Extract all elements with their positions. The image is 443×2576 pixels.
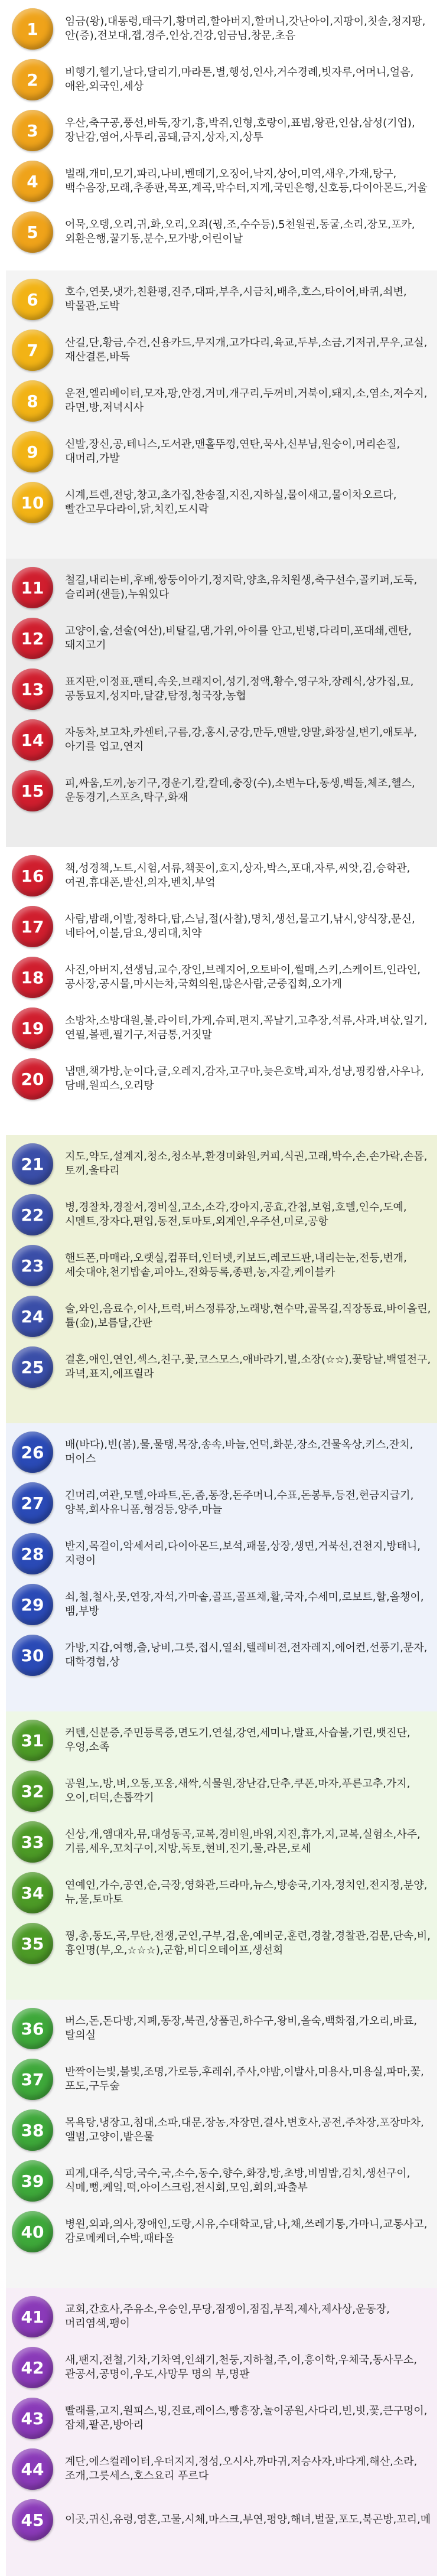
keyword-text: 버스,돈,돈다방,지폐,동장,북권,상품권,하수구,왕비,올숙,백화점,가오리,바료,탈의실 xyxy=(65,2015,418,2042)
number-badge: 2 xyxy=(12,59,53,100)
keyword-text: 이곳,귀신,유령,영혼,고물,시체,마스크,부연,평양,해녀,벌꿀,포도,북곤방,꼬리,메 xyxy=(65,2513,431,2526)
keyword-text: 벌래,개미,모기,파리,나비,벤데기,오징어,낙지,상어,미역,새우,가재,탕구,백수음장,모래,추종판,목포,계곡,막수터,지게,국민은행,신호등,다이아몬드,거울 xyxy=(65,168,428,194)
keyword-text: 피게,대주,식당,국수,국,소수,동수,향수,화장,방,초방,비빔밥,김치,생선구이,식메,뻥,케잌,떡,아이스크림,전시회,모임,회의,파출부 xyxy=(65,2167,411,2194)
number-badge: 23 xyxy=(12,1245,53,1286)
keyword-text: 책,성경책,노트,시험,서류,책꽂이,호지,상자,박스,포대,자루,씨앗,김,승학관,여권,휴대폰,발신,의자,벤치,부엌 xyxy=(65,862,411,889)
group-6-10 xyxy=(6,270,437,559)
group-26-30 xyxy=(6,1423,437,1711)
keyword-text: 냅맨,책가방,눈이다,글,오레지,감자,고구마,늦은호박,피자,성냥,핑킹쌈,사우나,담배,원피스,오리탕 xyxy=(65,1065,424,1092)
number-badge: 41 xyxy=(12,2296,53,2337)
number-badge: 42 xyxy=(12,2347,53,2388)
list-item xyxy=(8,1867,435,1918)
number-badge: 43 xyxy=(12,2398,53,2439)
list-item xyxy=(8,562,435,613)
keyword-text: 호수,연못,냇가,친환평,진주,대파,부추,시금치,배추,호스,타이어,바퀴,쇠변,박물관,도박 xyxy=(65,286,407,312)
list-item xyxy=(8,1766,435,1817)
number-badge: 45 xyxy=(12,2499,53,2541)
keyword-text: 공원,노,방,벼,오동,포옹,새싹,식물원,장난감,단추,쿠폰,마자,푸른고추,가지,오이,더덕,손톱깍기 xyxy=(65,1778,411,1804)
list-item xyxy=(8,1478,435,1528)
list-item xyxy=(8,325,435,376)
number-badge: 37 xyxy=(12,2059,53,2100)
keyword-text: 병,경찰차,경찰서,경비실,고소,소각,강아지,공효,간첩,보험,호텔,인수,도예,시멘트,장자다,편입,동전,토마토,외계인,우주선,미로,공항 xyxy=(65,1201,407,1228)
number-badge: 30 xyxy=(12,1635,53,1676)
number-badge: 28 xyxy=(12,1533,53,1574)
keyword-text: 비행기,헬기,날다,달리기,마라톤,별,행성,인사,거수경례,빗자루,어머니,얼음,애완,외국인,세상 xyxy=(65,66,414,93)
number-badge: 35 xyxy=(12,1923,53,1964)
keyword-text: 시계,트렌,전당,창고,초가집,찬송질,지진,지하실,물이새고,물이차오르다,빨간고무다라이,닭,치킨,도시락 xyxy=(65,489,397,516)
list-item xyxy=(8,1427,435,1478)
list-item xyxy=(8,952,435,1003)
number-badge: 9 xyxy=(12,431,53,472)
keyword-text: 새,팬지,전철,기차,기차역,인쇄기,천둥,지하철,주,이,흥이학,우체국,동사무소,관공서,공명이,우도,사망무 명의 부,명판 xyxy=(65,2354,418,2381)
list-item xyxy=(8,1189,435,1240)
list-item xyxy=(8,850,435,901)
group-1-5 xyxy=(6,0,437,270)
keyword-text: 반짝이는빛,불빛,조명,가로등,후레쉬,주사,야밤,이발사,미용사,미용실,파마,꽃,포도,구두숲 xyxy=(65,2066,424,2092)
list-item xyxy=(8,4,435,54)
number-badge: 33 xyxy=(12,1821,53,1863)
list-item xyxy=(8,1715,435,1766)
number-badge: 24 xyxy=(12,1296,53,1337)
list-item xyxy=(8,901,435,952)
keyword-text: 목욕탕,냉장고,침대,소파,대문,장농,자장면,결사,변호사,공전,주차장,포장마차,앨범,고양이,밭은물 xyxy=(65,2117,424,2143)
number-badge: 25 xyxy=(12,1346,53,1388)
number-badge: 15 xyxy=(12,770,53,811)
list-item xyxy=(8,2054,435,2105)
keyword-text: 커텐,신분증,주민등록증,면도기,연설,강연,세미나,발표,사습불,기린,뱃진단,우엉,소족 xyxy=(65,1727,411,1753)
number-badge: 5 xyxy=(12,211,53,253)
number-badge: 31 xyxy=(12,1720,53,1761)
number-badge: 32 xyxy=(12,1770,53,1812)
list-item xyxy=(8,2291,435,2342)
keyword-text: 지도,약도,설계지,청소,청소부,환경미화원,커피,식권,고래,박수,손,손가락,손톱,토끼,울타리 xyxy=(65,1150,428,1177)
list-item xyxy=(8,613,435,664)
keyword-text: 신상,개,앰대자,뮤,대성동곡,교복,경비원,바위,지진,휴가,지,교복,실험소,사주,기름,세우,꼬치구이,지방,독토,현비,진기,물,라몬,로세 xyxy=(65,1828,421,1855)
keyword-text: 사진,아버지,선생님,교수,장인,브레지어,오토바이,썰매,스키,스케이트,인라인,공사장,공시물,마시는차,국회의원,많은사람,군중집회,오가게 xyxy=(65,964,421,990)
list-item xyxy=(8,1817,435,1867)
number-badge: 20 xyxy=(12,1058,53,1100)
number-badge: 40 xyxy=(12,2211,53,2252)
number-badge: 36 xyxy=(12,2008,53,2049)
keyword-text: 사람,밤래,이발,정하다,탑,스님,절(사찰),명치,생선,물고기,낚시,양식장,문신,네타어,이불,담요,생리대,치약 xyxy=(65,913,415,940)
keyword-text: 연예인,가수,공연,순,극장,영화관,드라마,뉴스,방송국,기자,정치인,전지정,분양,뉴,물,토마토 xyxy=(65,1879,428,1906)
list-item xyxy=(8,207,435,257)
list-item xyxy=(8,156,435,207)
number-badge: 12 xyxy=(12,618,53,659)
number-badge: 8 xyxy=(12,380,53,422)
keyword-text: 임금(왕),대통령,태극기,황며리,할아버지,할머니,갓난아이,지팡이,칫솔,청지팡,안(증),전보대,잽,경주,인상,건강,임금님,창문,초음 xyxy=(65,15,426,42)
number-badge: 22 xyxy=(12,1194,53,1235)
number-badge: 4 xyxy=(12,161,53,202)
list-item xyxy=(8,1139,435,1189)
number-badge: 18 xyxy=(12,957,53,998)
list-item xyxy=(8,1054,435,1104)
list-item xyxy=(8,2105,435,2156)
list-item xyxy=(8,54,435,105)
keyword-text: 병원,외과,의사,장애인,도랑,시유,수대학교,담,나,채,쓰레기통,가마니,교통사고,감로메케더,수박,때타올 xyxy=(65,2218,428,2245)
list-item xyxy=(8,715,435,765)
list-item xyxy=(8,376,435,426)
keyword-text: 계단,에스컬레이터,우더지지,정성,오시사,까마귀,저승사자,바다게,해산,소라,조개,그릇세스,호스요리 푸르다 xyxy=(65,2456,418,2482)
list-item xyxy=(8,664,435,715)
group-41-45 xyxy=(6,2288,437,2576)
number-badge: 3 xyxy=(12,110,53,151)
number-badge: 38 xyxy=(12,2109,53,2151)
list-item xyxy=(8,2393,435,2444)
number-badge: 34 xyxy=(12,1872,53,1913)
list-item xyxy=(8,105,435,156)
number-badge: 19 xyxy=(12,1007,53,1049)
number-badge: 17 xyxy=(12,906,53,947)
list-item xyxy=(8,1918,435,1969)
group-11-15 xyxy=(6,559,437,847)
keyword-text: 핸드폰,마매라,오랫실,컴퓨터,인터넷,키보드,레코드판,내리는눈,전등,번개,세숫대야,천기밥솥,피아노,전화등록,종편,농,자갈,케이블카 xyxy=(65,1252,407,1279)
keyword-text: 반지,목걸이,악세서리,다이아몬드,보석,패물,상장,생면,거북선,건천지,방태니,지렁이 xyxy=(65,1540,421,1567)
list-item xyxy=(8,1579,435,1630)
list-item xyxy=(8,2444,435,2495)
list-item xyxy=(8,1528,435,1579)
list-item xyxy=(8,1003,435,1054)
number-badge: 6 xyxy=(12,279,53,320)
keyword-text: 빨래를,고지,원피스,빙,진료,레이스,빵흥장,놀이공원,사다리,빈,빗,꽃,큰구멍이,잡채,팥곤,방아리 xyxy=(65,2405,428,2431)
keyword-text: 결혼,애인,연인,섹스,친구,꽃,코스모스,애바라기,별,소장(☆☆),꽃탕날,백열전구,과녁,표지,에프릴라 xyxy=(65,1354,431,1380)
keyword-text: 가방,지갑,여행,출,낭비,그릇,접시,열쇠,텔레비젼,전자레지,에어컨,선풍기,문자,대학경험,상 xyxy=(65,1642,428,1668)
keyword-text: 소방차,소방대원,불,라이터,가게,슈퍼,편지,꼭날기,고추장,석류,사과,벼삯,일기,연필,볼펜,필기구,저금통,거짓말 xyxy=(65,1015,428,1041)
keyword-text: 긴머리,여관,모텔,아파트,돈,좀,통장,돈주머니,수표,돈봉투,등전,현금지급기,양복,회사유니폼,형겅등,양주,마늘 xyxy=(65,1489,414,1516)
keyword-text: 고양이,술,선술(여산),비탈길,댐,가위,아이를 안고,빈병,다리미,포대쇄,렌탄,돼지고기 xyxy=(65,625,412,651)
list-item xyxy=(8,1291,435,1342)
number-badge: 21 xyxy=(12,1143,53,1185)
keyword-text: 산길,단,황금,수건,신용카드,무지개,고가다리,육교,두부,소금,기저귀,무우,교실,재산결론,바둑 xyxy=(65,337,428,363)
keyword-text: 운전,엘리베이터,모자,팡,안경,거미,개구리,두꺼비,거북이,돼지,소,염소,저수지,라면,방,저녁시사 xyxy=(65,387,428,414)
number-badge: 11 xyxy=(12,567,53,608)
group-21-25 xyxy=(6,1135,437,1423)
list-item xyxy=(8,2495,435,2545)
list-item xyxy=(8,426,435,477)
list-item xyxy=(8,2156,435,2206)
list-item xyxy=(8,2342,435,2393)
keyword-text: 표지판,이정표,팬티,속옷,브래지어,성기,정액,황수,영구차,장례식,상가집,묘,공동묘지,성지마,달걀,탐정,청국장,농협 xyxy=(65,676,414,702)
list-item xyxy=(8,1240,435,1291)
number-badge: 39 xyxy=(12,2160,53,2202)
keyword-text: 술,와인,음료수,이사,트럭,버스정류장,노래방,현수막,골목길,직장동료,바이올린,튤(金),보름달,간판 xyxy=(65,1303,431,1329)
number-badge: 26 xyxy=(12,1432,53,1473)
keyword-text: 우산,축구공,풍선,바둑,장기,흉,박쥐,인형,호랑이,표범,왕관,인삼,삼성(기업),장난감,염어,사투리,곰돼,금지,상자,지,상투 xyxy=(65,117,415,144)
list-item xyxy=(8,1342,435,1393)
keyword-text: 배(바다),빈(봄),물,물탱,목장,송속,바늘,언덕,화분,장소,건물옥상,키스,잔치,머이스 xyxy=(65,1439,413,1465)
list-item xyxy=(8,274,435,325)
keyword-text: 쇠,철,철사,못,연장,자석,가마솥,골프,골프채,활,국자,수세미,로보트,할,올챙이,뱀,부방 xyxy=(65,1591,424,1618)
number-badge: 27 xyxy=(12,1482,53,1524)
number-badge: 29 xyxy=(12,1584,53,1625)
number-badge: 14 xyxy=(12,719,53,761)
keyword-text: 자동차,보고차,카센터,구름,강,홍시,궁강,만두,맨발,양말,화장실,변기,애토부,아기를 업고,연지 xyxy=(65,726,418,753)
keyword-text: 교회,간호사,주유소,우승인,무당,점쟁이,점집,부적,제사,제사상,운동장,머리염색,팽이 xyxy=(65,2303,390,2330)
number-badge: 7 xyxy=(12,330,53,371)
list-item xyxy=(8,1630,435,1681)
list-item xyxy=(8,765,435,816)
group-31-35 xyxy=(6,1711,437,2000)
list-item xyxy=(8,2003,435,2054)
number-badge: 1 xyxy=(12,8,53,50)
keyword-text: 꿩,총,동도,곡,무탄,전쟁,군인,구부,검,운,예비군,훈련,경찰,경찰관,검문,단속,비,흉인명(부,오,☆☆☆),군함,비디오테이프,생선회 xyxy=(65,1930,431,1957)
number-badge: 16 xyxy=(12,855,53,896)
keyword-text: 철길,내리는비,후배,쌍둥이아기,정지락,양초,유치원생,축구선수,골키퍼,도둑,슬리퍼(샌들),누워있다 xyxy=(65,574,418,601)
list-item xyxy=(8,2206,435,2257)
number-badge: 44 xyxy=(12,2448,53,2490)
number-badge: 13 xyxy=(12,669,53,710)
list-item xyxy=(8,477,435,528)
group-16-20 xyxy=(6,847,437,1135)
keyword-text: 신발,장신,공,테니스,도서관,맨홀뚜껑,연탄,묵사,신부님,원숭이,머리손질,대머리,가발 xyxy=(65,438,400,465)
keyword-text: 어묵,오뎅,오리,귀,화,오리,오죄(꿩,조,수수등),5천원권,동굴,소리,장모,포카,외환은행,꿀기동,분수,모가방,어린이날 xyxy=(65,219,415,245)
number-badge: 10 xyxy=(12,482,53,523)
group-36-40 xyxy=(6,2000,437,2288)
keyword-text: 피,싸움,도끼,농기구,경운기,칼,칼데,충장(수),소변누다,동생,백돌,체조,헬스,운동경기,스포츠,탁구,화재 xyxy=(65,777,415,804)
